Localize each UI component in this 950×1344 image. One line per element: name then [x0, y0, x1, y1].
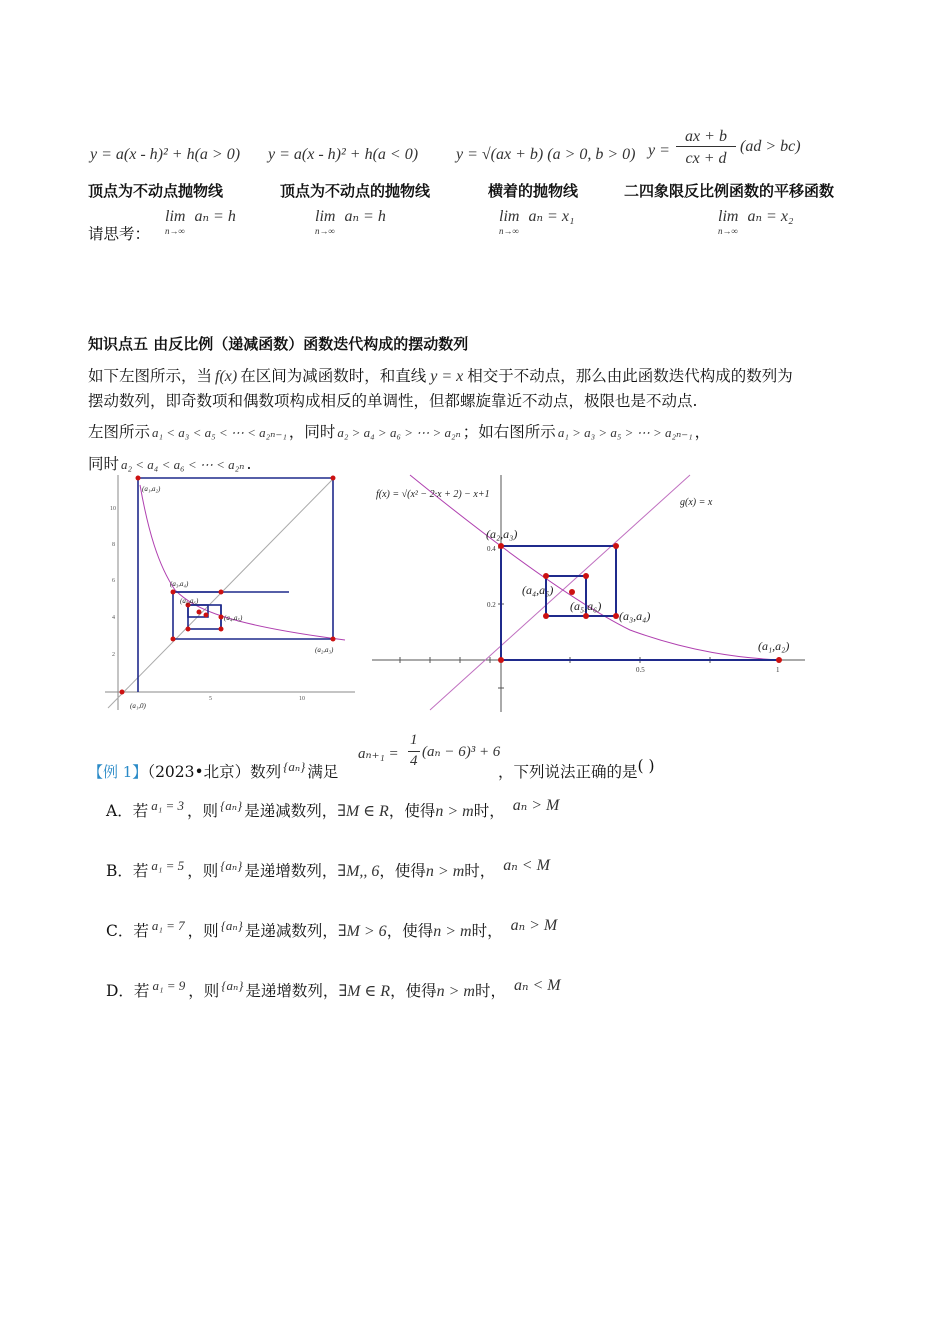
left-label-a2a3: (a₂,a₃)	[315, 646, 334, 654]
limit-2-expr: aₙ = h	[344, 208, 386, 225]
right-point	[613, 543, 619, 549]
option-c[interactable]	[106, 919, 557, 941]
option-exists: ∃M ∈ R	[338, 983, 391, 1000]
right-label-a5a6: (a₅,a₆)	[570, 599, 602, 613]
formula-2: y = a(x - h)² + h(a < 0)	[268, 146, 419, 163]
option-result: aₙ > M	[510, 917, 558, 934]
lim-sub: n→∞	[499, 226, 519, 236]
lim-word: lim	[165, 208, 186, 225]
option-nm: n > m	[425, 863, 465, 880]
option-when: 时，	[464, 862, 496, 880]
option-type: 是递减数列，	[244, 802, 338, 820]
p3-math-3: a₁ > a₃ > a₅ > ⋯ > a₂ₙ₋₁	[557, 425, 693, 440]
right-label-a3a4: (a₃,a₄)	[619, 609, 651, 623]
lim-word: lim	[499, 208, 520, 225]
p3-text-b: ，同时	[288, 423, 336, 441]
option-cond: a₁ = 5	[151, 858, 185, 873]
formula-1: y = a(x - h)² + h(a > 0)	[90, 146, 241, 163]
option-nm: n > m	[433, 923, 472, 940]
left-point-a2a3	[331, 637, 336, 642]
p1-text-a: 如下左图所示，当	[88, 367, 213, 385]
right-point	[583, 573, 589, 579]
option-mid: ，则	[187, 862, 219, 880]
right-xtick-1: 1	[776, 666, 780, 674]
section-title: 知识点五 由反比例（递减函数）函数迭代构成的摆动数列	[88, 335, 469, 353]
right-point-a2a3	[498, 543, 504, 549]
lim-sub: n→∞	[718, 226, 738, 236]
recurrence-lhs: aₙ₊₁ =	[358, 746, 399, 762]
p1-text-b: 在区间为减函数时，和直线	[240, 367, 427, 385]
lim-sub: n→∞	[165, 226, 185, 236]
option-d[interactable]	[106, 979, 561, 1001]
p4-math: a₂ < a₄ < a₆ < ⋯ < a₂ₙ	[121, 457, 245, 472]
example-satisfy: 满足	[307, 763, 339, 781]
left-point-a4a5	[219, 615, 224, 620]
left-ytick-10: 10	[110, 506, 116, 512]
p4-text-b: .	[246, 455, 252, 473]
left-point	[120, 690, 125, 695]
left-cobweb-path	[138, 478, 333, 692]
p3-math-2: a₂ > a₄ > a₆ > ⋯ > a₂ₙ	[337, 425, 461, 440]
option-nm: n > m	[436, 983, 475, 1000]
lim-sub: n→∞	[315, 226, 335, 236]
left-point-a3a4	[171, 590, 176, 595]
option-exists: ∃M,, 6	[337, 863, 380, 880]
limit-3	[499, 206, 575, 236]
limit-3-expr: aₙ = x₁	[528, 208, 575, 225]
option-seq: {aₙ}	[220, 798, 243, 813]
example-tail	[498, 757, 655, 782]
left-point	[186, 627, 191, 632]
right-point-a4a5	[543, 573, 549, 579]
left-point	[171, 637, 176, 642]
option-mid: ，则	[187, 922, 219, 940]
limit-4-expr: aₙ = x₂	[747, 208, 794, 225]
left-point	[219, 627, 224, 632]
right-label-a2a3: (a₂,a₃)	[486, 527, 518, 541]
right-ytick-0.4: 0.4	[487, 545, 496, 553]
option-then: ，使得	[386, 922, 434, 940]
example-tail-text: ，下列说法正确的是	[498, 763, 638, 781]
left-function-curve	[140, 485, 345, 640]
p1-yx: y = x	[430, 368, 464, 385]
left-point-a1a2	[136, 476, 141, 481]
option-letter: D．若	[106, 982, 150, 1000]
option-type: 是递增数列，	[245, 982, 339, 1000]
caption-1: 顶点为不动点抛物线	[88, 182, 224, 200]
lim-word: lim	[718, 208, 739, 225]
left-label-a3a4: (a₃,a₄)	[170, 580, 189, 588]
option-type: 是递减数列，	[244, 922, 338, 940]
section-para-2: 摆动数列，即奇数项和偶数项构成相反的单调性，但都螺旋靠近不动点，极限也是不动点.	[88, 392, 698, 410]
section-para-1	[88, 364, 793, 386]
left-label-a1a2: (a₁,a₂)	[142, 485, 161, 493]
option-b[interactable]	[106, 859, 550, 881]
option-mid: ，则	[188, 982, 220, 1000]
p1-text-c: 相交于不动点，那么由此函数迭代构成的数列为	[467, 367, 793, 385]
recurrence-num: 1	[410, 732, 418, 748]
answer-paren: ( )	[637, 757, 655, 775]
left-label-a10: (a₁,0)	[130, 702, 146, 710]
option-seq: {aₙ}	[220, 918, 243, 933]
left-ytick-2: 2	[112, 652, 115, 658]
left-point	[204, 613, 209, 618]
option-then: ，使得	[379, 862, 426, 880]
left-point	[219, 590, 224, 595]
right-identity-line	[430, 475, 690, 710]
limit-2	[315, 206, 386, 236]
left-ytick-8: 8	[112, 542, 115, 548]
section-para-3	[88, 420, 710, 442]
p3-math-1: a₁ < a₃ < a₅ < ⋯ < a₂ₙ₋₁	[152, 425, 287, 440]
option-when: 时，	[471, 922, 503, 940]
example-seq: {aₙ}	[283, 759, 306, 774]
p3-text-c: ；如右图所示	[462, 423, 556, 441]
formula-4-numerator: ax + b	[676, 128, 736, 147]
p4-text-a: 同时	[88, 455, 120, 473]
caption-2: 顶点为不动点的抛物线	[280, 182, 431, 200]
option-exists: ∃M ∈ R	[337, 803, 389, 820]
left-ytick-4: 4	[112, 615, 115, 621]
caption-4: 二四象限反比例函数的平移函数	[624, 182, 835, 200]
option-letter: A．若	[106, 802, 149, 820]
right-point	[498, 657, 504, 663]
option-seq: {aₙ}	[220, 858, 243, 873]
limit-4	[718, 206, 794, 236]
right-label-a4a5: (a₄,a₅)	[522, 583, 554, 597]
example-tag: 【例 1】	[88, 763, 148, 781]
limit-1	[165, 206, 236, 236]
right-cobweb-graph	[370, 470, 810, 715]
option-cond: a₁ = 7	[151, 918, 185, 933]
option-then: ，使得	[390, 982, 437, 1000]
left-xtick-5: 5	[209, 696, 212, 702]
option-a[interactable]	[106, 799, 559, 821]
example-source: （2023•北京）数列	[147, 763, 282, 781]
right-cobweb-path	[501, 546, 779, 660]
p3-text-d: ，	[694, 423, 711, 441]
option-cond: a₁ = 9	[152, 978, 186, 993]
p1-fx: f(x)	[215, 368, 238, 385]
option-letter: B．若	[106, 862, 149, 880]
right-label-a1a2: (a₁,a₂)	[758, 639, 790, 653]
right-xtick-0.5: 0.5	[636, 666, 645, 674]
option-cond: a₁ = 3	[151, 798, 184, 813]
fraction-bar	[408, 751, 420, 752]
option-result: aₙ < M	[503, 857, 550, 874]
right-ytick-0.2: 0.2	[487, 601, 496, 609]
recurrence	[358, 734, 518, 778]
option-then: ，使得	[388, 802, 436, 820]
option-mid: ，则	[187, 802, 219, 820]
right-point	[543, 613, 549, 619]
option-nm: n > m	[435, 803, 474, 820]
right-g-label: g(x) = x	[680, 497, 713, 508]
left-point	[331, 476, 336, 481]
formula-4-lhs: y =	[648, 142, 670, 159]
example-1-stem	[88, 760, 338, 782]
option-result: aₙ < M	[513, 977, 561, 994]
left-ytick-6: 6	[112, 578, 115, 584]
formula-4-denominator: cx + d	[685, 150, 727, 167]
left-point	[197, 610, 202, 615]
right-point	[583, 613, 589, 619]
option-when: 时，	[473, 802, 505, 820]
option-result: aₙ > M	[512, 797, 560, 814]
right-point-a5a6	[569, 589, 575, 595]
right-point-a1a2	[776, 657, 782, 663]
left-xtick-10: 10	[299, 696, 305, 702]
formula-4-condition: (ad > bc)	[740, 138, 801, 155]
right-function-curve	[410, 475, 780, 660]
option-exists: ∃M > 6	[337, 923, 387, 940]
think-label: 请思考：	[88, 225, 151, 243]
left-label-a5a6: (a₅,a₆)	[180, 597, 199, 605]
lim-word: lim	[315, 208, 336, 225]
option-seq: {aₙ}	[221, 978, 244, 993]
formula-3: y = √(ax + b) (a > 0, b > 0)	[456, 146, 636, 163]
left-cobweb-graph	[100, 470, 360, 720]
option-when: 时，	[474, 982, 506, 1000]
left-label-a4a5: (a₄,a₅)	[224, 614, 243, 622]
p3-text-a: 左图所示	[88, 423, 151, 441]
recurrence-den: 4	[410, 753, 418, 769]
recurrence-rhs: (aₙ − 6)³ + 6	[422, 744, 501, 760]
caption-3: 横着的抛物线	[488, 182, 579, 200]
limit-1-expr: aₙ = h	[194, 208, 236, 225]
option-type: 是递增数列，	[244, 862, 338, 880]
option-letter: C．若	[106, 922, 149, 940]
right-f-label: f(x) = √(x² − 2·x + 2) − x+1	[376, 489, 490, 500]
